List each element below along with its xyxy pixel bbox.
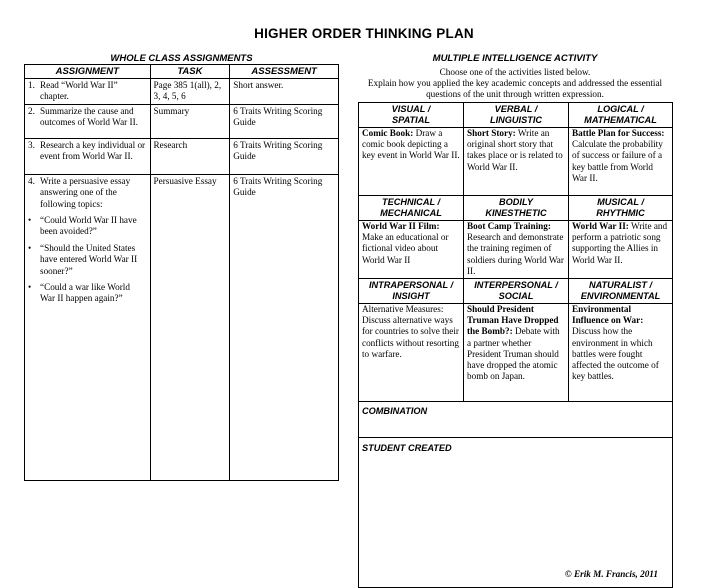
- task-cell: Summary: [150, 104, 230, 138]
- activity-intrapersonal: Alternative Measures: Discuss alternative ways for countries to solve their conflicts without resorting to warfare.: [359, 304, 464, 402]
- intelligence-header-row: [359, 103, 673, 128]
- table-row: [25, 138, 339, 174]
- assignment-cell: [25, 79, 151, 105]
- combination-row: [359, 402, 673, 438]
- assignment-number: 1.: [28, 80, 35, 90]
- activity-verbal: Short Story: Write an original short story that takes place or is related to World War II.: [464, 128, 569, 196]
- assignment-text: Write a persuasive essay answering one of the following topics:: [40, 175, 131, 209]
- task-cell: Page 385 1(all), 2, 3, 4, 5, 6: [150, 79, 230, 105]
- activity-musical: World War II: Write and perform a patriotic song supporting the Allies in World War II.: [569, 221, 673, 279]
- list-item: [28, 282, 147, 305]
- assignment-number: 2.: [28, 105, 35, 116]
- assignment-cell: [25, 138, 151, 174]
- intelligence-header-naturalist: NATURALIST / ENVIRONMENTAL: [569, 279, 673, 304]
- assessment-cell: 6 Traits Writing Scoring Guide: [230, 138, 339, 174]
- bullet-icon: •: [28, 242, 32, 253]
- intelligence-header-bodily: BODILY KINESTHETIC: [464, 196, 569, 221]
- assignment-text: Research a key individual or event from World War II.: [40, 139, 146, 162]
- intelligence-header-logical: LOGICAL / MATHEMATICAL: [569, 103, 673, 128]
- table-row: [25, 104, 339, 138]
- instructions-line-1: Choose one of the activities listed below.: [439, 67, 591, 77]
- column-header-assessment: ASSESSMENT: [230, 65, 339, 79]
- assignment-cell: [25, 174, 151, 480]
- topic-text: “Could World War II have been avoided?”: [40, 215, 137, 237]
- table-row: [25, 174, 339, 480]
- activity-interpersonal: Should President Truman Have Dropped the Bomb?: Debate with a partner whether President Truman should have dropped the atomic bomb on Japan.: [464, 304, 569, 402]
- assignment-cell: [25, 104, 151, 138]
- bullet-icon: •: [28, 282, 32, 293]
- assignment-text: Read “World War II” chapter.: [40, 80, 118, 102]
- page-title: HIGHER ORDER THINKING PLAN: [254, 26, 474, 41]
- assessment-cell: 6 Traits Writing Scoring Guide: [230, 174, 339, 480]
- assignment-number: 3.: [28, 139, 35, 150]
- topic-text: “Should the United States have entered World War II sooner?”: [40, 242, 138, 276]
- assessment-cell: 6 Traits Writing Scoring Guide: [230, 104, 339, 138]
- whole-class-table: [24, 64, 339, 481]
- task-cell: Research: [150, 138, 230, 174]
- instructions-line-2: Explain how you applied the key academic concepts and addressed the essential questions of the unit through written expression.: [367, 78, 663, 100]
- list-item: [28, 243, 147, 277]
- activity-row: [359, 128, 673, 196]
- assessment-cell: Short answer.: [230, 79, 339, 105]
- multiple-intelligence-heading: MULTIPLE INTELLIGENCE ACTIVITY: [432, 53, 598, 64]
- multiple-intelligence-instructions: [358, 67, 672, 101]
- table-row: [25, 79, 339, 105]
- assignment-number: 4.: [28, 175, 35, 186]
- intelligence-header-verbal: VERBAL / LINGUISTIC: [464, 103, 569, 128]
- intelligence-header-row: [359, 279, 673, 304]
- activity-row: [359, 221, 673, 279]
- intelligence-header-intrapersonal: INTRAPERSONAL / INSIGHT: [359, 279, 464, 304]
- bullet-icon: •: [28, 215, 32, 226]
- combination-label: COMBINATION: [359, 402, 673, 438]
- topic-text: “Could a war like World War II happen again?”: [40, 282, 130, 304]
- column-header-task: TASK: [150, 65, 230, 79]
- student-created-cell: [359, 438, 673, 588]
- intelligence-header-interpersonal: INTERPERSONAL / SOCIAL: [464, 279, 569, 304]
- intelligence-header-visual: VISUAL / SPATIAL: [359, 103, 464, 128]
- activity-row: [359, 304, 673, 402]
- activity-logical: Battle Plan for Success: Calculate the probability of success or failure of a key battle from World War II.: [569, 128, 673, 196]
- multiple-intelligence-table: [358, 102, 673, 588]
- whole-class-header-row: [25, 65, 339, 79]
- whole-class-heading: WHOLE CLASS ASSIGNMENTS: [110, 53, 253, 64]
- task-cell: Persuasive Essay: [150, 174, 230, 480]
- activity-naturalist: Environmental Influence on War: Discuss how the environment in which battles were fought affected the outcome of key battles.: [569, 304, 673, 402]
- intelligence-header-row: [359, 196, 673, 221]
- list-item: [28, 215, 147, 238]
- activity-technical: World War II Film: Make an educational or fictional video about World War II: [359, 221, 464, 279]
- copyright-text: © Erik M. Francis, 2011: [564, 569, 658, 580]
- intelligence-header-musical: MUSICAL / RHYTHMIC: [569, 196, 673, 221]
- column-header-assignment: ASSIGNMENT: [25, 65, 151, 79]
- activity-visual: Comic Book: Draw a comic book depicting a key event in World War II.: [359, 128, 464, 196]
- assignment-text: Summarize the cause and outcomes of World War II.: [40, 105, 138, 128]
- student-created-row: [359, 438, 673, 588]
- student-created-label: STUDENT CREATED: [362, 443, 452, 454]
- intelligence-header-technical: TECHNICAL / MECHANICAL: [359, 196, 464, 221]
- activity-bodily: Boot Camp Training: Research and demonstrate the training regimen of soldiers during World War II.: [464, 221, 569, 279]
